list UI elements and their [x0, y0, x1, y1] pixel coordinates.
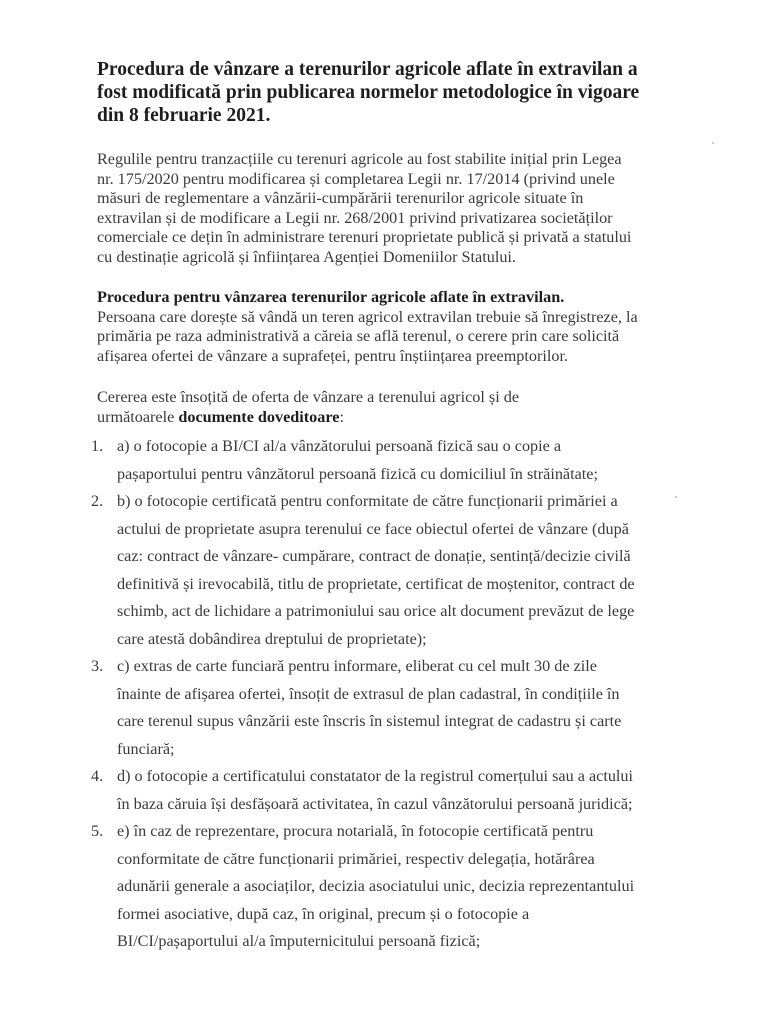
list-item-line: conformitate de către funcționarii primăriei, respectiv delegația, hotărârea	[117, 849, 595, 868]
paragraph-line: comerciale ce dețin în administrare terenuri proprietate publică și privată a statului	[97, 228, 632, 246]
list-item-line: b) o fotocopie certificată pentru conformitate de către funcționarii primăriei a	[117, 492, 618, 510]
intro-paragraph	[97, 150, 697, 267]
list-item-line: înainte de afișarea ofertei, însoțit de extrasul de plan cadastral, în condițiile în	[117, 684, 620, 703]
list-item-number: 3.	[91, 657, 104, 675]
list-item-line: formei asociative, după caz, în original, precum și o fotocopie a	[117, 904, 530, 923]
procedure-section	[97, 288, 697, 366]
list-item-line: care terenul supus vânzării este înscris în sistemul integrat de cadastru și carte	[117, 712, 622, 730]
list-item-line: care atestă dobândirea dreptului de proprietate);	[117, 629, 427, 648]
title-line: din 8 februarie 2021.	[97, 105, 271, 126]
paragraph-line: extravilan și de modificare a Legii nr. 268/2001 privind privatizarea societăților	[97, 208, 613, 227]
paragraph-line: măsuri de reglementare a vânzării-cumpărării terenurilor agricole situate în	[97, 189, 584, 207]
list-item	[0, 818, 768, 956]
scan-speck	[675, 496, 677, 498]
list-item-line: d) o fotocopie a certificatului constatator de la registrul comerțului sau a actului	[117, 767, 634, 785]
list-item-text	[117, 653, 677, 763]
documents-intro	[97, 388, 697, 427]
intro-prefix: următoarele	[97, 407, 179, 426]
list-item-line: actului de proprietate asupra terenului ce face obiectul ofertei de vânzare (după	[117, 519, 629, 538]
intro-suffix: :	[339, 407, 344, 426]
list-item-line: e) în caz de reprezentare, procura notarială, în fotocopie certificată pentru	[117, 822, 594, 840]
list-item-line: pașaportului pentru vânzătorul persoană fizică cu domiciliul în străinătate;	[117, 464, 598, 483]
scan-speck	[712, 142, 714, 144]
list-item-text	[117, 763, 677, 818]
section-heading: Procedura pentru vânzarea terenurilor agricole aflate în extravilan.	[97, 288, 565, 306]
paragraph-line: nr. 175/2020 pentru modificarea și completarea Legii nr. 17/2014 (privind unele	[97, 169, 615, 188]
documents-list	[0, 433, 768, 956]
list-item-text	[117, 818, 677, 956]
paragraph-line: Regulile pentru tranzacțiile cu terenuri agricole au fost stabilite inițial prin Legea	[97, 150, 622, 168]
title-line: Procedura de vânzare a terenurilor agricole aflate în extravilan a	[97, 59, 638, 80]
list-item	[0, 653, 768, 763]
list-item-line: a) o fotocopie a BI/CI al/a vânzătorului persoană fizică sau o copie a	[117, 437, 562, 455]
list-item-number: 5.	[91, 822, 104, 840]
intro-line: Cererea este însoțită de oferta de vânzare a terenului agricol și de	[97, 388, 520, 406]
document-title	[97, 58, 687, 127]
list-item	[0, 488, 768, 653]
title-line: fost modificată prin publicarea normelor metodologice în vigoare	[97, 82, 640, 103]
list-item-line: definitivă și irevocabilă, titlu de proprietate, certificat de moștenitor, contract de	[117, 574, 635, 593]
paragraph-line: cu destinație agricolă și înființarea Agenției Domeniilor Statului.	[97, 247, 516, 266]
list-item	[0, 433, 768, 488]
section-line: primăria pe raza administrativă a căreia se află terenul, o cerere prin care solicită	[97, 327, 620, 345]
list-item-number: 4.	[91, 767, 104, 785]
list-item-line: în baza căruia își desfășoară activitatea, în cazul vânzătorului persoană juridică;	[117, 794, 633, 813]
section-line: Persoana care dorește să vândă un teren agricol extravilan trebuie să înregistreze, la	[97, 307, 638, 326]
list-item-line: c) extras de carte funciară pentru informare, eliberat cu cel mult 30 de zile	[117, 657, 597, 675]
list-item-line: BI/CI/pașaportului al/a împuternicitului persoană fizică;	[117, 932, 481, 950]
section-line: afișarea ofertei de vânzare a suprafeței, pentru înștiințarea preemptorilor.	[97, 346, 569, 365]
list-item-line: schimb, act de lichidare a patrimoniului sau orice alt document prevăzut de lege	[117, 602, 635, 620]
list-item-line: adunării generale a asociaților, decizia asociatului unic, decizia reprezentantului	[117, 877, 635, 895]
list-item-line: caz: contract de vânzare- cumpărare, contract de donație, sentință/decizie civilă	[117, 547, 631, 565]
list-item-number: 2.	[91, 492, 104, 510]
intro-line-2	[97, 408, 697, 428]
list-item-text	[117, 433, 677, 488]
list-item-text	[117, 488, 677, 653]
intro-bold: documente doveditoare	[178, 407, 340, 426]
list-item-line: funciară;	[117, 739, 175, 758]
list-item-number: 1.	[91, 437, 104, 455]
list-item	[0, 763, 768, 818]
